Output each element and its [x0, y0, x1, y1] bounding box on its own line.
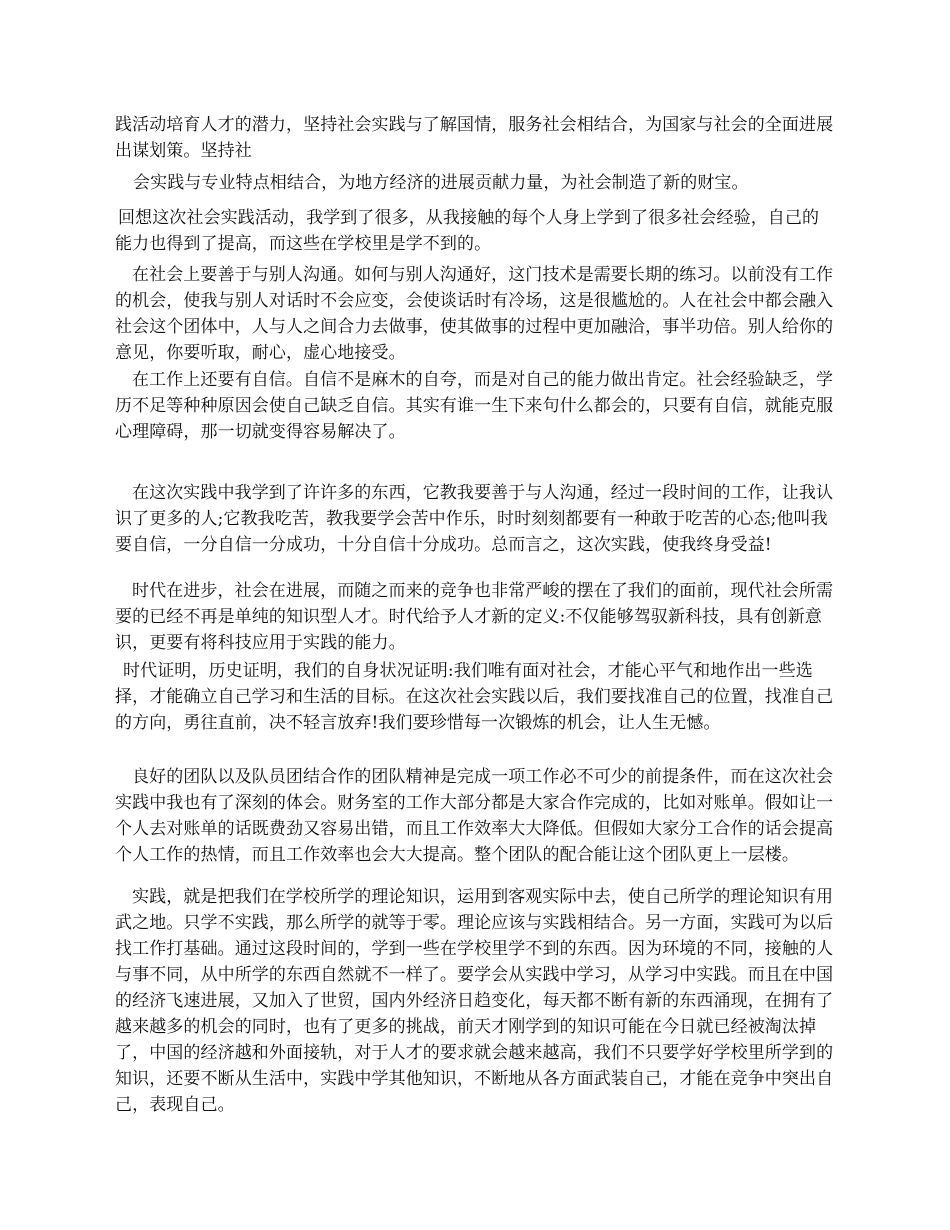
paragraph-7: 时代在进步，社会在进展，而随之而来的竞争也非常严峻的摆在了我们的面前，现代社会所需要的已经不再是单纯的知识型人才。时代给予人才新的定义:不仅能够驾驭新科技，具有创新意识，更要有将科技应用于实践的能力。	[115, 581, 834, 653]
paragraph-9: 良好的团队以及队员团结合作的团队精神是完成一项工作必不可少的前提条件，而在这次社会实践中我也有了深刻的体会。财务室的工作大部分都是大家合作完成的，比如对账单。假如让一个人去对账单的话既费劲又容易出错，而且工作效率大大降低。但假如大家分工合作的话会提高个人工作的热情，而且工作效率也会大大提高。整个团队的配合能让这个团队更上一层楼。	[115, 767, 834, 865]
paragraph-3: 回想这次社会实践活动，我学到了很多，从我接触的每个人身上学到了很多社会经验，自己的能力也得到了提高，而这些在学校里是学不到的。	[115, 208, 820, 254]
paragraph-6: 在这次实践中我学到了许许多的东西，它教我要善于与人沟通，经过一段时间的工作，让我认识了更多的人;它教我吃苦，教我要学会苦中作乐，时时刻刻都要有一种敢于吃苦的心态;他叫我要自信，一分自信一分成功，十分自信十分成功。总而言之，这次实践，使我终身受益!	[115, 483, 834, 555]
paragraph-10: 实践，就是把我们在学校所学的理论知识，运用到客观实际中去，使自己所学的理论知识有用武之地。只学不实践，那么所学的就等于零。理论应该与实践相结合。另一方面，实践可为以后找工作打基础。通过这段时间的，学到一些在学校里学不到的东西。因为环境的不同，接触的人与事不同，从中所学的东西自然就不一样了。要学会从实践中学习，从学习中实践。而且在中国的经济飞速进展，又加入了世贸，国内外经济日趋变化，每天都不断有新的东西涌现，在拥有了越来越多的机会的同时，也有了更多的挑战，前天才刚学到的知识可能在今日就已经被淘汰掉了，中国的经济越和外面接轨，对于人才的要求就会越来越高，我们不只要学好学校里所学到的知识，还要不断从生活中，实践中学其他知识，不断地从各方面武装自己，才能在竞争中突出自己，表现自己。	[115, 887, 834, 1115]
paragraph-4: 在社会上要善于与别人沟通。如何与别人沟通好，这门技术是需要长期的练习。以前没有工作的机会，使我与别人对话时不会应变，会使谈话时有冷场，这是很尴尬的。人在社会中都会融入社会这个团体中，人与人之间合力去做事，使其做事的过程中更加融洽，事半功倍。别人给你的意见，你要听取，耐心，虚心地接受。	[115, 265, 834, 363]
paragraph-8: 时代证明，历史证明，我们的自身状况证明:我们唯有面对社会，才能心平气和地作出一些选择，才能确立自己学习和生活的目标。在这次社会实践以后，我们要找准自己的位置，找准自己的方向，勇往直前，决不轻言放弃!我们要珍惜每一次锻炼的机会，让人生无憾。	[115, 661, 834, 733]
paragraph-5: 在工作上还要有自信。自信不是麻木的自夸，而是对自己的能力做出肯定。社会经验缺乏，学历不足等种种原因会使自己缺乏自信。其实有谁一生下来句什么都会的，只要有自信，就能克服心理障碍，那一切就变得容易解决了。	[115, 370, 834, 442]
paragraph-2: 会实践与专业特点相结合，为地方经济的进展贡献力量，为社会制造了新的财宝。	[133, 173, 749, 193]
paragraph-1: 践活动培育人才的潜力，坚持社会实践与了解国情，服务社会相结合，为国家与社会的全面进展出谋划策。坚持社	[115, 115, 834, 161]
